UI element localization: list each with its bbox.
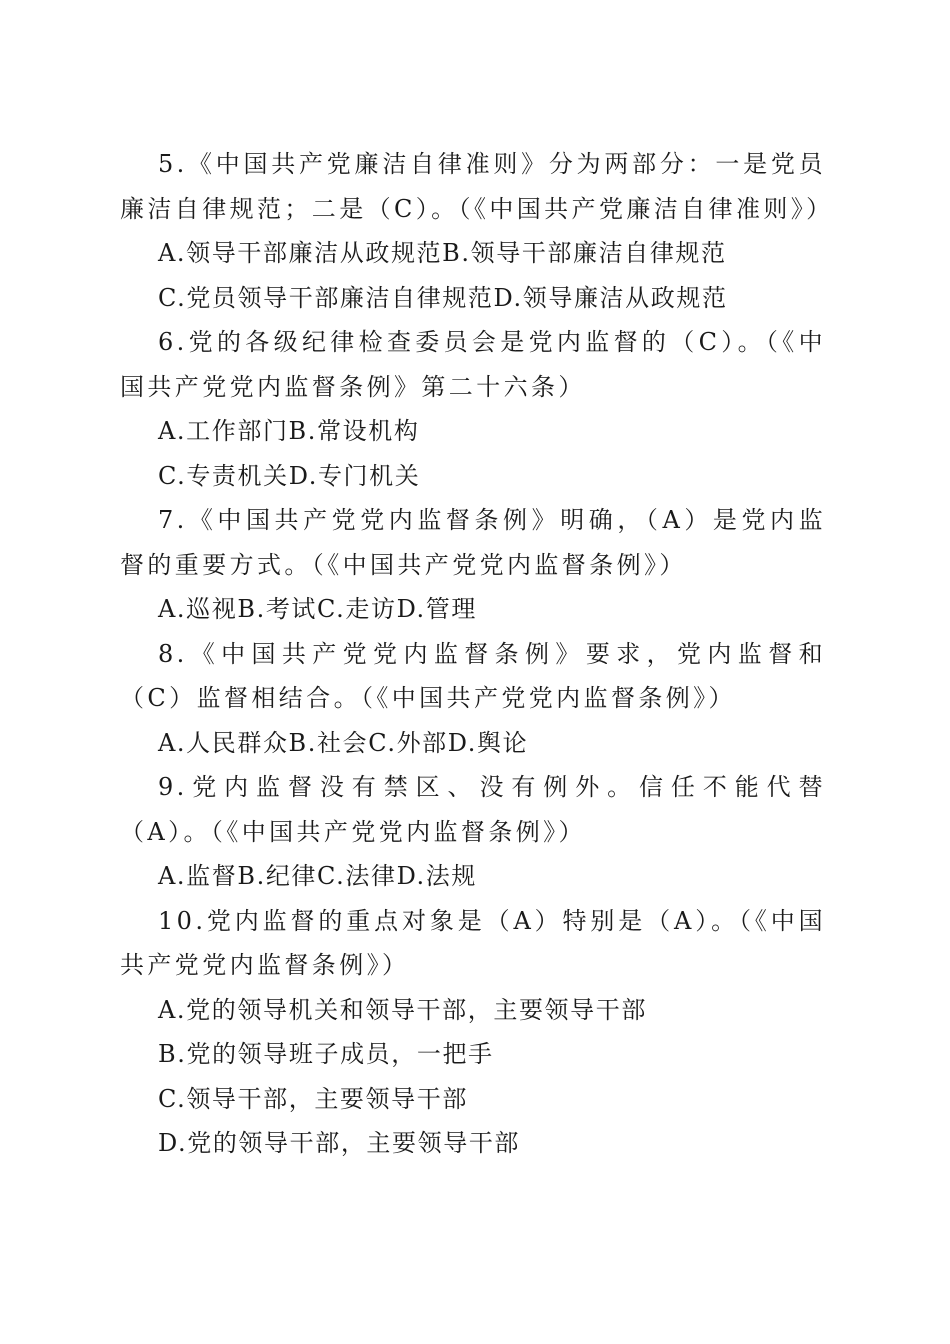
question-7-option-line-1: A.巡视B.考试C.走访D.管理 bbox=[158, 595, 477, 623]
question-6-stem: 6.党的各级纪律检查委员会是党内监督的（C）。（《中国共产党党内监督条例》第二十六条） bbox=[120, 328, 826, 401]
question-9-option-line-1: A.监督B.纪律C.法律D.法规 bbox=[158, 862, 477, 890]
question-8-option-line-1: A.人民群众B.社会C.外部D.舆论 bbox=[158, 728, 529, 757]
question-5-option-line-2: C.党员领导干部廉洁自律规范D.领导廉洁从政规范 bbox=[158, 283, 728, 312]
question-10-option-d: D.党的领导干部，主要领导干部 bbox=[158, 1129, 521, 1157]
question-6-option-line-2: C.专责机关D.专门机关 bbox=[158, 461, 421, 490]
question-10-option-b: B.党的领导班子成员，一把手 bbox=[158, 1040, 494, 1068]
question-5-stem: 5.《中国共产党廉洁自律准则》分为两部分：一是党员廉洁自律规范；二是（C）。（《中国共产党廉洁自律准则》） bbox=[120, 150, 834, 223]
question-8-stem: 8.《中国共产党党内监督条例》要求，党内监督和（C）监督相结合。（《中国共产党党内监督条例》） bbox=[120, 639, 826, 712]
question-9-stem: 9.党内监督没有禁区、没有例外。信任不能代替（A）。（《中国共产党党内监督条例》） bbox=[120, 773, 826, 846]
question-10-stem: 10.党内监督的重点对象是（A）特别是（A）。（《中国共产党党内监督条例》） bbox=[120, 906, 826, 979]
question-10-option-c: C.领导干部，主要领导干部 bbox=[158, 1084, 468, 1113]
question-7-stem: 7.《中国共产党党内监督条例》明确，（A）是党内监督的重要方式。（《中国共产党党内监督条例》） bbox=[120, 506, 826, 579]
question-5-option-line-1: A.领导干部廉洁从政规范B.领导干部廉洁自律规范 bbox=[158, 239, 727, 267]
question-10-option-a: A.党的领导机关和领导干部，主要领导干部 bbox=[158, 995, 647, 1024]
question-6-option-line-1: A.工作部门B.常设机构 bbox=[158, 417, 420, 445]
document-page bbox=[120, 142, 834, 1166]
